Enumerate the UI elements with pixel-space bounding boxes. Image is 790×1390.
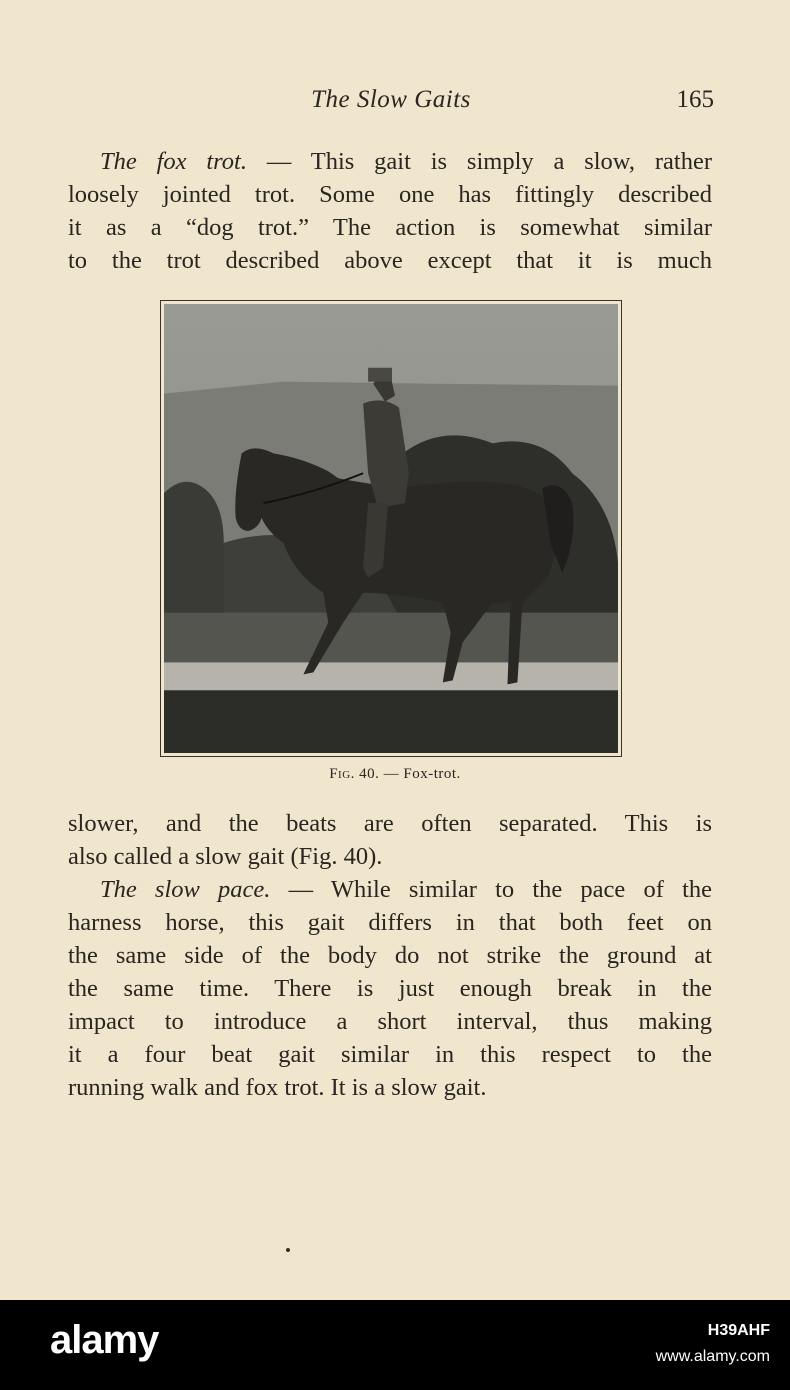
paragraph-fox-trot	[68, 145, 712, 277]
horse-rider-photo	[164, 304, 618, 753]
running-title: The Slow Gaits	[311, 86, 471, 113]
paragraph-line: The slow pace. — While similar to the pace of the	[100, 876, 712, 903]
paragraph-line: loosely jointed trot. Some one has fittingly described	[68, 181, 712, 208]
stock-footer	[0, 1300, 790, 1390]
running-head	[68, 86, 714, 126]
section-lead: The fox trot.	[100, 148, 247, 175]
paragraph-line: slower, and the beats are often separated. This is	[68, 810, 712, 837]
paragraph-continued	[68, 807, 712, 873]
figure-title: — Fox-trot.	[379, 766, 461, 782]
section-lead: The slow pace.	[100, 876, 271, 903]
paragraph-line: to the trot described above except that it is much	[68, 247, 712, 274]
paragraph-line: also called a slow gait (Fig. 40).	[68, 843, 383, 870]
paragraph-slow-pace	[68, 873, 712, 1104]
page-number: 165	[676, 86, 714, 113]
image-id: H39AHF	[707, 1322, 770, 1339]
paragraph-line: the same time. There is just enough break in the	[68, 975, 712, 1002]
paragraph-line: impact to introduce a short interval, thus making	[68, 1008, 712, 1035]
paragraph-line: The fox trot. — This gait is simply a slow, rather	[100, 148, 713, 175]
ink-speck	[286, 1248, 290, 1252]
site-url: www.alamy.com	[655, 1348, 770, 1365]
alamy-logo: alamy	[50, 1318, 159, 1362]
paragraph-line: it a four beat gait similar in this respect to the	[68, 1041, 712, 1068]
paragraph-line: the same side of the body do not strike the ground at	[68, 942, 712, 969]
paragraph-line: harness horse, this gait differs in that both feet on	[68, 909, 712, 936]
paragraph-line: running walk and fox trot. It is a slow gait.	[68, 1074, 487, 1101]
figure-caption	[0, 766, 790, 783]
figure-photo	[160, 300, 622, 757]
paragraph-line: it as a “dog trot.” The action is somewhat similar	[68, 214, 712, 241]
figure-label: Fig. 40.	[329, 766, 380, 782]
